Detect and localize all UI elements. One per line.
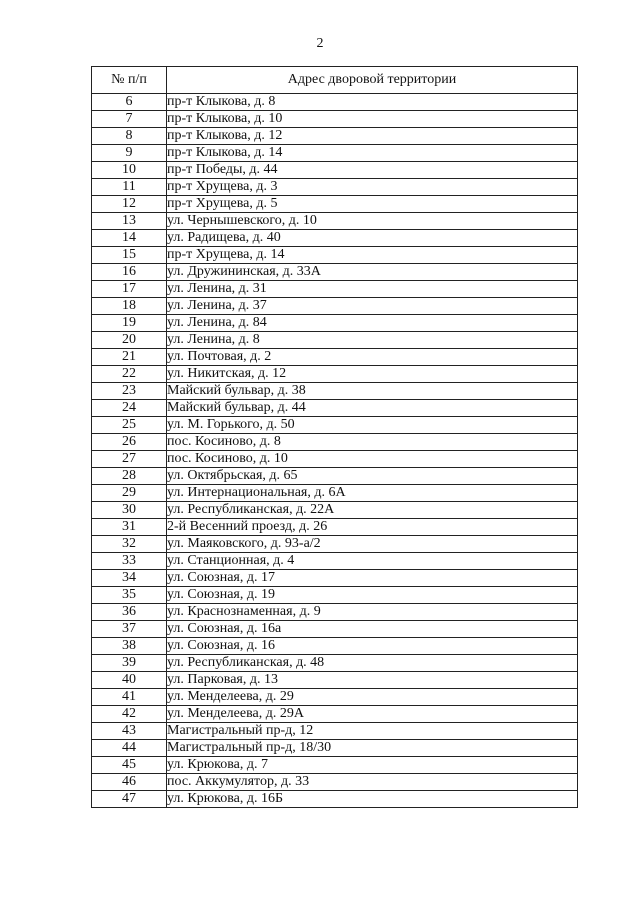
row-address: ул. Крюкова, д. 16Б: [167, 791, 578, 808]
row-address: пр-т Клыкова, д. 14: [167, 145, 578, 162]
table-row: [92, 315, 578, 332]
row-number: 24: [92, 400, 167, 417]
row-number: 27: [92, 451, 167, 468]
row-address: ул. Ленина, д. 84: [167, 315, 578, 332]
row-number: 43: [92, 723, 167, 740]
table-row: [92, 774, 578, 791]
row-number: 45: [92, 757, 167, 774]
table-row: [92, 94, 578, 111]
row-number: 23: [92, 383, 167, 400]
row-address: пос. Косиново, д. 10: [167, 451, 578, 468]
row-address: ул. Октябрьская, д. 65: [167, 468, 578, 485]
row-number: 18: [92, 298, 167, 315]
row-number: 13: [92, 213, 167, 230]
table-row: [92, 417, 578, 434]
row-number: 32: [92, 536, 167, 553]
table-row: [92, 281, 578, 298]
row-number: 22: [92, 366, 167, 383]
row-number: 16: [92, 264, 167, 281]
table-row: [92, 740, 578, 757]
table-row: [92, 434, 578, 451]
row-number: 21: [92, 349, 167, 366]
row-number: 46: [92, 774, 167, 791]
row-number: 25: [92, 417, 167, 434]
row-address: ул. Станционная, д. 4: [167, 553, 578, 570]
row-address: ул. Ленина, д. 31: [167, 281, 578, 298]
row-address: ул. Почтовая, д. 2: [167, 349, 578, 366]
row-address: пос. Аккумулятор, д. 33: [167, 774, 578, 791]
row-address: ул. Союзная, д. 16а: [167, 621, 578, 638]
row-number: 40: [92, 672, 167, 689]
table-row: [92, 570, 578, 587]
table-row: [92, 196, 578, 213]
row-address: ул. Дружининская, д. 33А: [167, 264, 578, 281]
table-row: [92, 638, 578, 655]
row-number: 11: [92, 179, 167, 196]
row-address: пр-т Хрущева, д. 3: [167, 179, 578, 196]
row-number: 31: [92, 519, 167, 536]
table-row: [92, 587, 578, 604]
row-address: ул. Радищева, д. 40: [167, 230, 578, 247]
table-row: [92, 689, 578, 706]
row-number: 35: [92, 587, 167, 604]
table-row: [92, 128, 578, 145]
row-address: ул. Менделеева, д. 29А: [167, 706, 578, 723]
row-address: ул. Союзная, д. 19: [167, 587, 578, 604]
row-address: ул. Никитская, д. 12: [167, 366, 578, 383]
table-row: [92, 621, 578, 638]
row-number: 10: [92, 162, 167, 179]
row-number: 7: [92, 111, 167, 128]
table-row: [92, 264, 578, 281]
row-address: ул. Ленина, д. 37: [167, 298, 578, 315]
row-address: ул. Ленина, д. 8: [167, 332, 578, 349]
table-row: [92, 791, 578, 808]
row-address: Майский бульвар, д. 38: [167, 383, 578, 400]
table-row: [92, 468, 578, 485]
row-number: 38: [92, 638, 167, 655]
table-row: [92, 111, 578, 128]
row-address: ул. Республиканская, д. 48: [167, 655, 578, 672]
row-number: 20: [92, 332, 167, 349]
row-number: 30: [92, 502, 167, 519]
table-row: [92, 400, 578, 417]
table-row: [92, 349, 578, 366]
row-number: 37: [92, 621, 167, 638]
address-table: [91, 66, 578, 808]
table-row: [92, 502, 578, 519]
row-address: 2-й Весенний проезд, д. 26: [167, 519, 578, 536]
table-row: [92, 757, 578, 774]
row-address: ул. Менделеева, д. 29: [167, 689, 578, 706]
row-number: 17: [92, 281, 167, 298]
table-row: [92, 145, 578, 162]
row-number: 14: [92, 230, 167, 247]
table-row: [92, 298, 578, 315]
table-row: [92, 553, 578, 570]
column-header-number: № п/п: [92, 67, 167, 94]
row-number: 29: [92, 485, 167, 502]
row-address: ул. Парковая, д. 13: [167, 672, 578, 689]
table-row: [92, 485, 578, 502]
table-row: [92, 213, 578, 230]
row-number: 34: [92, 570, 167, 587]
table-row: [92, 604, 578, 621]
row-address: Магистральный пр-д, 12: [167, 723, 578, 740]
row-address: пр-т Клыкова, д. 10: [167, 111, 578, 128]
table-row: [92, 723, 578, 740]
row-address: пос. Косиново, д. 8: [167, 434, 578, 451]
row-address: ул. Маяковского, д. 93-а/2: [167, 536, 578, 553]
row-address: пр-т Хрущева, д. 5: [167, 196, 578, 213]
row-address: пр-т Клыкова, д. 12: [167, 128, 578, 145]
table-row: [92, 655, 578, 672]
table-row: [92, 706, 578, 723]
row-number: 39: [92, 655, 167, 672]
row-address: ул. Крюкова, д. 7: [167, 757, 578, 774]
row-number: 41: [92, 689, 167, 706]
row-number: 28: [92, 468, 167, 485]
table-row: [92, 451, 578, 468]
table-row: [92, 162, 578, 179]
row-number: 36: [92, 604, 167, 621]
table-row: [92, 230, 578, 247]
row-number: 9: [92, 145, 167, 162]
table-row: [92, 332, 578, 349]
row-address: ул. М. Горького, д. 50: [167, 417, 578, 434]
row-number: 15: [92, 247, 167, 264]
row-address: пр-т Хрущева, д. 14: [167, 247, 578, 264]
table-header-row: [92, 67, 578, 94]
row-address: пр-т Победы, д. 44: [167, 162, 578, 179]
row-number: 47: [92, 791, 167, 808]
row-address: ул. Чернышевского, д. 10: [167, 213, 578, 230]
row-number: 8: [92, 128, 167, 145]
row-address: ул. Союзная, д. 16: [167, 638, 578, 655]
row-number: 19: [92, 315, 167, 332]
page-number: 2: [316, 36, 324, 51]
table-row: [92, 536, 578, 553]
table-row: [92, 366, 578, 383]
column-header-address: Адрес дворовой территории: [167, 67, 578, 94]
row-number: 44: [92, 740, 167, 757]
row-number: 6: [92, 94, 167, 111]
row-number: 12: [92, 196, 167, 213]
table-row: [92, 383, 578, 400]
table-row: [92, 179, 578, 196]
table-row: [92, 672, 578, 689]
row-number: 42: [92, 706, 167, 723]
row-number: 33: [92, 553, 167, 570]
table-row: [92, 247, 578, 264]
row-address: Майский бульвар, д. 44: [167, 400, 578, 417]
table-body: [92, 94, 578, 808]
row-address: ул. Краснознаменная, д. 9: [167, 604, 578, 621]
row-address: ул. Республиканская, д. 22А: [167, 502, 578, 519]
row-number: 26: [92, 434, 167, 451]
row-address: ул. Союзная, д. 17: [167, 570, 578, 587]
row-address: пр-т Клыкова, д. 8: [167, 94, 578, 111]
row-address: Магистральный пр-д, 18/30: [167, 740, 578, 757]
row-address: ул. Интернациональная, д. 6А: [167, 485, 578, 502]
table-row: [92, 519, 578, 536]
